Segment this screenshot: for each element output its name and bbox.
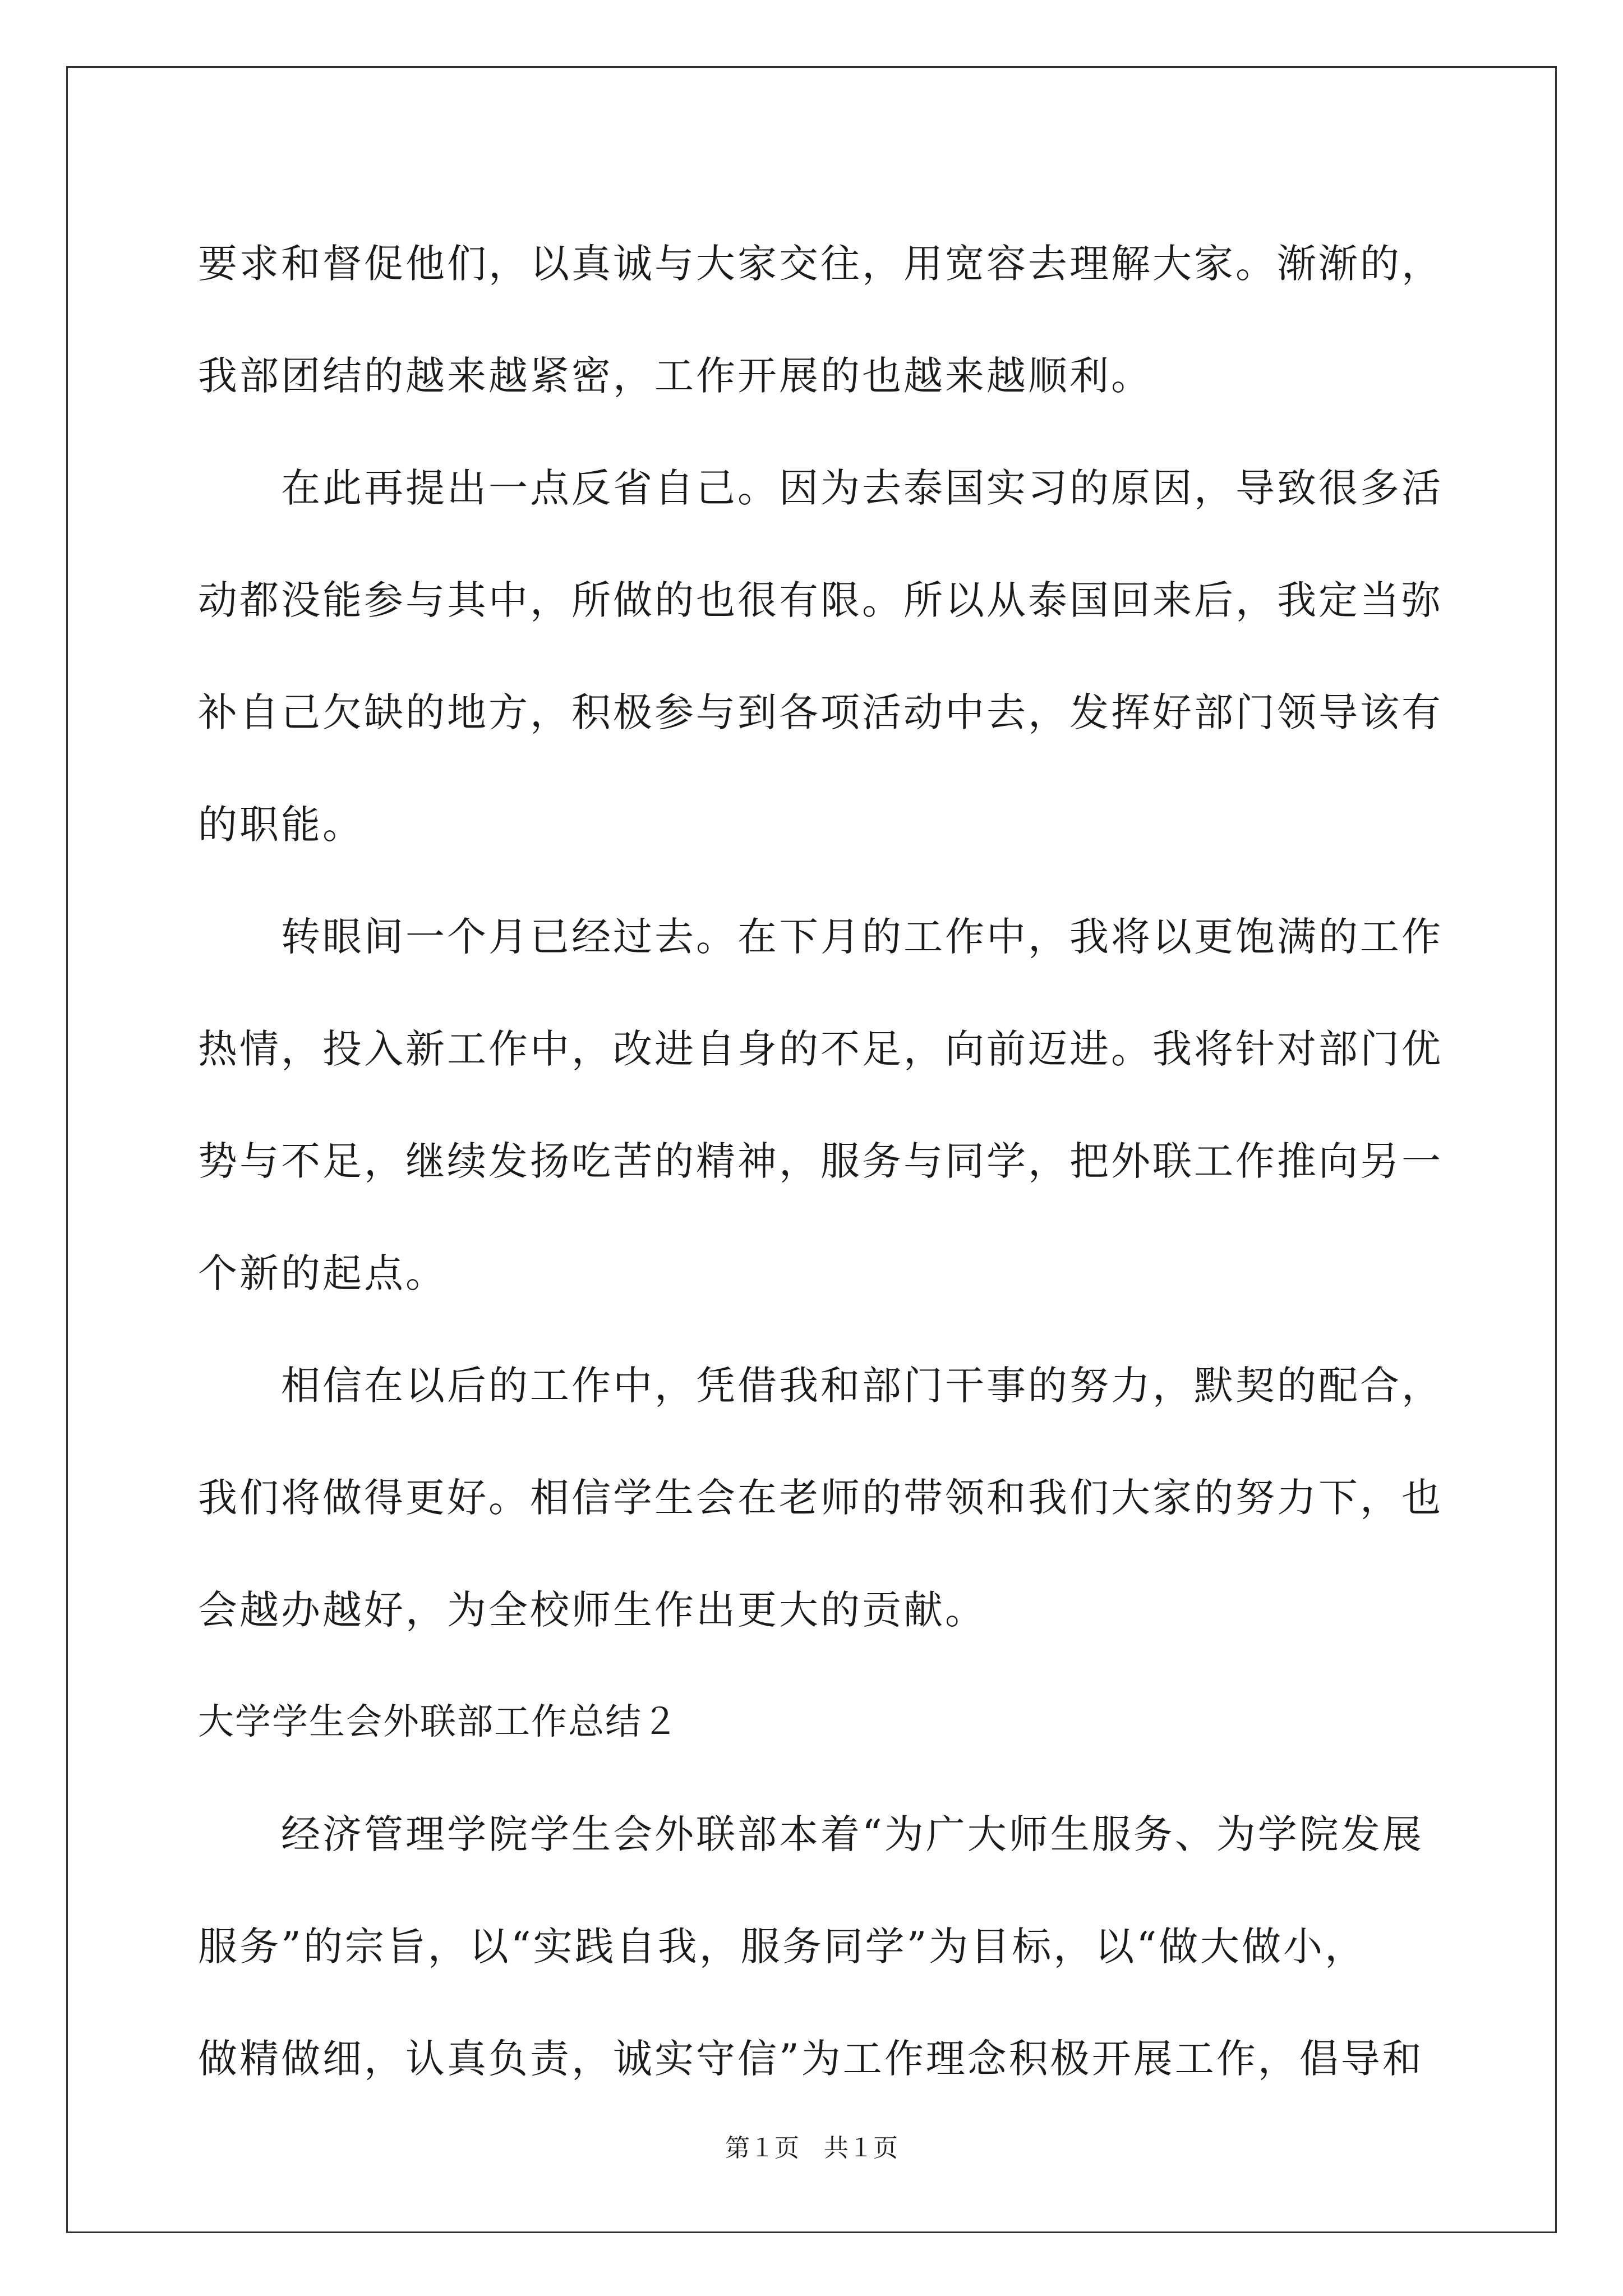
text-line: 的职能。: [198, 802, 364, 848]
text-line: 要求和督促他们，以真诚与大家交往，用宽容去理解大家。渐渐的，: [198, 241, 1443, 287]
paragraph-start: 转眼间一个月已经过去。在下月的工作中，我将以更饱满的工作: [281, 914, 1443, 960]
paragraph-start: 经济管理学院学生会外联部本着“为广大师生服务、为学院发展: [281, 1811, 1424, 1857]
text-line: 会越办越好，为全校师生作出更大的贡献。: [198, 1587, 986, 1633]
document-body: [198, 208, 1443, 2115]
text-line: 势与不足，继续发扬吃苦的精神，服务与同学，把外联工作推向另一: [198, 1138, 1443, 1184]
text-line: 我们将做得更好。相信学生会在老师的带领和我们大家的努力下，也: [198, 1475, 1443, 1521]
text-line: 个新的起点。: [198, 1250, 447, 1296]
text-line: 做精做细，认真负责，诚实守信”为工作理念积极开展工作，倡导和: [198, 2036, 1424, 2082]
page-number-footer: 第１页 共１页: [725, 2134, 898, 2162]
text-line: 我部团结的越来越紧密，工作开展的也越来越顺利。: [198, 353, 1152, 399]
section-heading: 大学学生会外联部工作总结２: [198, 1701, 679, 1743]
text-line: 服务”的宗旨，以“实践自我，服务同学”为目标，以“做大做小，: [198, 1924, 1367, 1970]
text-line: 热情，投入新工作中，改进自身的不足，向前迈进。我将针对部门优: [198, 1026, 1443, 1072]
paragraph-start: 在此再提出一点反省自己。因为去泰国实习的原因，导致很多活: [281, 465, 1443, 511]
text-line: 动都没能参与其中，所做的也很有限。所以从泰国回来后，我定当弥: [198, 577, 1443, 623]
paragraph-start: 相信在以后的工作中，凭借我和部门干事的努力，默契的配合，: [281, 1363, 1443, 1409]
text-line: 补自己欠缺的地方，积极参与到各项活动中去，发挥好部门领导该有: [198, 689, 1443, 735]
